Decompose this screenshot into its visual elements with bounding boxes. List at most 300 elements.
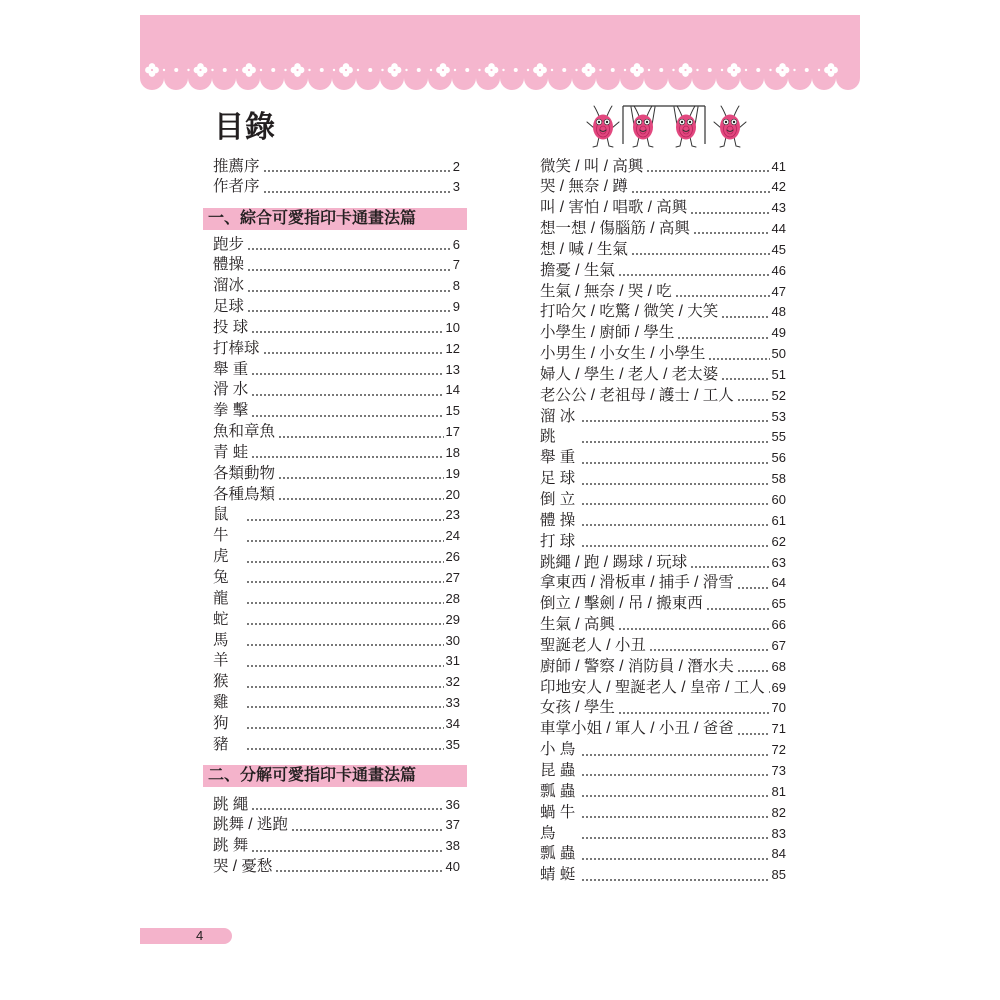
- dot-leader: [581, 858, 770, 860]
- toc-entry-page-number: 19: [445, 465, 460, 481]
- toc-entry-page-number: 35: [445, 736, 460, 752]
- dot-leader: [246, 727, 444, 729]
- toc-entry: [540, 615, 786, 636]
- dot-leader: [246, 540, 444, 542]
- dot-leader: [690, 212, 769, 214]
- toc-entry-label: 鳥: [540, 824, 556, 842]
- dot-leader: [251, 394, 443, 396]
- dot-leader: [275, 870, 443, 872]
- toc-entry-page-number: 55: [771, 429, 786, 445]
- toc-entry-page-number: 58: [771, 471, 786, 487]
- dot-leader: [581, 795, 770, 797]
- toc-entry: [540, 386, 786, 407]
- toc-entry: [540, 323, 786, 344]
- dot-leader: [737, 399, 770, 401]
- toc-entry-page-number: 15: [445, 403, 460, 419]
- toc-entry-page-number: 45: [771, 241, 786, 257]
- toc-entry-page-number: 52: [771, 387, 786, 403]
- toc-entry-label: 虎: [213, 548, 229, 566]
- toc-entry: [540, 177, 786, 198]
- banner-dot: [805, 68, 809, 72]
- toc-entry: [540, 782, 786, 803]
- dot-leader: [263, 191, 451, 193]
- banner-dot: [333, 69, 335, 71]
- toc-entry-page-number: 46: [771, 262, 786, 278]
- toc-entry: [213, 714, 460, 735]
- dot-leader: [247, 248, 451, 250]
- banner-dot: [187, 69, 189, 71]
- banner-dot: [174, 68, 178, 72]
- toc-entry-page-number: 62: [771, 533, 786, 549]
- dot-leader: [278, 436, 444, 438]
- toc-entry-page-number: 24: [445, 528, 460, 544]
- toc-entry-label: 兔: [213, 569, 229, 586]
- toc-entry: [540, 594, 786, 615]
- dot-leader: [581, 754, 770, 756]
- dot-leader: [247, 310, 451, 312]
- dot-leader: [631, 191, 770, 193]
- dot-leader: [690, 566, 769, 568]
- dot-leader: [708, 358, 769, 360]
- toc-entry-label: 想 / 喊 / 生氣: [540, 240, 628, 258]
- toc-entry: [213, 360, 460, 381]
- banner-dot: [672, 69, 674, 71]
- toc-entry: [540, 678, 786, 699]
- toc-entry-label: 哭 / 憂愁: [213, 858, 273, 876]
- toc-entry-page-number: 37: [445, 817, 460, 833]
- banner-scallop: [740, 66, 764, 90]
- dot-leader: [581, 545, 770, 547]
- toc-entry-label: 魚和章魚: [213, 423, 276, 441]
- toc-entry-page-number: 82: [771, 804, 786, 820]
- toc-entry: [540, 698, 786, 719]
- toc-entry-label: 溜冰: [213, 277, 245, 295]
- toc-entry-label: 體 操: [540, 511, 576, 529]
- dot-leader: [581, 879, 770, 881]
- toc-entry-page-number: 42: [771, 179, 786, 195]
- dot-leader: [581, 816, 770, 818]
- toc-entry-label: 蝸 牛: [540, 803, 576, 821]
- toc-entry: [540, 740, 786, 761]
- toc-entry-page-number: 81: [771, 783, 786, 799]
- dot-leader: [737, 670, 770, 672]
- toc-entry-page-number: 71: [771, 721, 786, 737]
- banner-dot: [745, 69, 747, 71]
- toc-entry: [540, 803, 786, 824]
- toc-entry-page-number: 44: [771, 221, 786, 237]
- banner-dot: [320, 68, 324, 72]
- toc-entry-page-number: 64: [771, 575, 786, 591]
- banner-dot: [465, 68, 469, 72]
- toc-entry-label: 鼠: [213, 506, 229, 524]
- toc-entry-label: 馬: [213, 631, 229, 649]
- toc-entry: [213, 339, 460, 360]
- banner-dot: [260, 69, 262, 71]
- toc-entry: [540, 240, 786, 261]
- toc-entry-page-number: 60: [771, 492, 786, 507]
- dot-leader: [246, 581, 444, 583]
- dot-leader: [706, 608, 770, 610]
- dot-leader: [251, 808, 443, 810]
- toc-entry-label: 聖誕老人 / 小丑: [540, 636, 646, 654]
- toc-entry-label: 瓢 蟲: [540, 845, 576, 863]
- toc-entry-page-number: 30: [445, 632, 460, 648]
- toc-entry: [213, 276, 460, 297]
- toc-entry-page-number: 51: [771, 366, 786, 382]
- dot-leader: [649, 649, 770, 651]
- toc-entry-page-number: 29: [445, 611, 460, 627]
- toc-entry-label: 足 球: [540, 470, 576, 488]
- banner-dot: [648, 69, 650, 71]
- toc-section-1: [213, 235, 460, 756]
- toc-entry: [540, 198, 786, 219]
- banner-dot: [430, 69, 432, 71]
- page-title: 目錄: [214, 111, 276, 144]
- toc-entry-page-number: 12: [445, 340, 460, 356]
- section-heading-1: 一、綜合可愛指印卡通畫法篇: [203, 208, 467, 230]
- dot-leader: [677, 337, 769, 339]
- toc-entry-label: 跳舞 / 逃跑: [213, 816, 288, 834]
- dot-leader: [618, 712, 770, 714]
- toc-entry: [213, 235, 460, 256]
- toc-entry-label: 龍: [213, 589, 229, 607]
- toc-entry-page-number: 26: [445, 549, 460, 565]
- toc-entry-page-number: 49: [771, 325, 786, 341]
- toc-entry-label: 作者序: [213, 178, 260, 196]
- toc-entry-label: 叫 / 害怕 / 唱歌 / 高興: [540, 199, 688, 217]
- toc-entry-label: 小 鳥: [540, 741, 576, 759]
- banner-dot: [527, 69, 529, 71]
- toc-entry-label: 各類動物: [213, 464, 276, 482]
- toc-entry: [213, 672, 460, 693]
- dot-leader: [278, 498, 444, 500]
- dot-leader: [646, 170, 769, 172]
- dot-leader: [618, 628, 770, 630]
- dot-leader: [246, 561, 444, 563]
- toc-entry: [213, 815, 460, 836]
- toc-entry-page-number: 34: [445, 715, 460, 731]
- dot-leader: [246, 748, 444, 750]
- toc-entry-page-number: 32: [445, 674, 460, 690]
- banner-scallop: [836, 66, 860, 90]
- banner-dot: [708, 68, 712, 72]
- toc-entry-page-number: 63: [771, 554, 786, 570]
- toc-entry-page-number: 67: [771, 637, 786, 653]
- toc-entry-page-number: 69: [771, 679, 786, 695]
- banner-dot: [599, 69, 601, 71]
- toc-entry: [213, 735, 460, 756]
- dot-leader: [251, 456, 443, 458]
- banner-dot: [624, 69, 626, 71]
- banner-scallop: [356, 66, 380, 90]
- banner-dot: [562, 68, 566, 72]
- toc-entry-page-number: 14: [445, 382, 460, 398]
- toc-entry: [213, 443, 460, 464]
- toc-front-matter: [213, 157, 460, 199]
- toc-entry-page-number: 72: [771, 742, 786, 758]
- toc-entry-page-number: 53: [771, 408, 786, 424]
- toc-entry: [540, 157, 786, 178]
- toc-entry-label: 印地安人 / 聖誕老人 / 皇帝 / 工人: [540, 678, 765, 696]
- dot-leader: [581, 503, 770, 505]
- banner-dot: [478, 69, 480, 71]
- toc-entry: [540, 407, 786, 428]
- toc-entry-label: 蜻 蜓: [540, 866, 576, 884]
- toc-entry-label: 打哈欠 / 吃驚 / 微笑 / 大笑: [540, 303, 719, 321]
- fingerprint-bugs-illustration: [583, 100, 753, 150]
- dot-leader: [675, 295, 770, 297]
- dot-leader: [263, 352, 444, 354]
- toc-entry: [213, 631, 460, 652]
- toc-entry-page-number: 10: [445, 319, 460, 335]
- toc-entry: [540, 511, 786, 532]
- toc-entry-label: 蛇: [213, 610, 229, 628]
- toc-entry: [213, 422, 460, 443]
- banner-dot: [659, 68, 663, 72]
- dot-leader: [246, 519, 444, 521]
- toc-entry-page-number: 73: [771, 762, 786, 778]
- toc-entry-label: 倒 立: [540, 491, 576, 508]
- banner-dot: [163, 69, 165, 71]
- toc-entry-label: 跳 舞: [213, 837, 249, 855]
- toc-entry-label: 跳: [540, 428, 556, 446]
- toc-entry-page-number: 28: [445, 590, 460, 606]
- toc-entry-label: 女孩 / 學生: [540, 699, 615, 717]
- toc-entry: [540, 344, 786, 365]
- toc-entry: [213, 464, 460, 485]
- toc-entry-label: 豬: [213, 735, 229, 753]
- toc-entry-page-number: 83: [771, 825, 786, 841]
- banner-dot: [696, 69, 698, 71]
- toc-entry-page-number: 8: [452, 278, 460, 294]
- toc-entry-label: 跳繩 / 跑 / 踢球 / 玩球: [540, 553, 688, 571]
- toc-entry-label: 微笑 / 叫 / 高興: [540, 157, 644, 175]
- toc-entry: [540, 532, 786, 553]
- toc-entry-page-number: 6: [452, 236, 460, 252]
- toc-entry-page-number: 40: [445, 859, 460, 875]
- toc-entry-page-number: 27: [445, 570, 460, 585]
- toc-entry: [540, 865, 786, 886]
- dot-leader: [581, 524, 770, 526]
- toc-entry-page-number: 2: [452, 158, 460, 174]
- dot-leader: [581, 837, 770, 839]
- toc-entry: [213, 157, 460, 178]
- banner-dot: [271, 68, 275, 72]
- toc-entry-label: 哭 / 無奈 / 蹲: [540, 178, 628, 196]
- toc-entry: [540, 490, 786, 511]
- toc-entry: [213, 526, 460, 547]
- toc-entry-label: 足球: [213, 298, 245, 316]
- dot-leader: [251, 415, 443, 417]
- toc-entry: [213, 380, 460, 401]
- toc-right-column: [540, 157, 786, 887]
- dot-leader: [737, 733, 770, 735]
- toc-entry-label: 打棒球: [213, 339, 260, 357]
- toc-entry-page-number: 43: [771, 200, 786, 216]
- banner-dot: [575, 69, 577, 71]
- toc-entry: [213, 795, 460, 816]
- toc-entry: [213, 401, 460, 422]
- toc-entry-label: 溜 冰: [540, 407, 576, 425]
- toc-entry-label: 小學生 / 廚師 / 學生: [540, 324, 675, 342]
- toc-entry: [213, 177, 460, 198]
- toc-entry: [213, 547, 460, 568]
- dot-leader: [581, 441, 770, 443]
- toc-entry: [540, 302, 786, 323]
- toc-entry-label: 滑 水: [213, 381, 249, 399]
- toc-entry-label: 打 球: [540, 532, 576, 550]
- toc-entry-label: 雞: [213, 694, 229, 712]
- dot-leader: [246, 665, 444, 667]
- toc-entry-page-number: 48: [771, 304, 786, 320]
- banner-dot: [818, 69, 820, 71]
- toc-entry: [540, 761, 786, 782]
- toc-entry: [540, 365, 786, 386]
- banner-dot: [793, 69, 795, 71]
- toc-entry-page-number: 41: [771, 158, 786, 174]
- fingerprint-bug-icon: [714, 106, 746, 147]
- toc-entry-page-number: 13: [445, 361, 460, 377]
- toc-entry: [213, 318, 460, 339]
- dot-leader: [581, 774, 770, 776]
- toc-entry-page-number: 56: [771, 450, 786, 466]
- toc-entry-page-number: 47: [771, 283, 786, 299]
- banner-dot: [721, 69, 723, 71]
- toc-entry-label: 投 球: [213, 318, 249, 336]
- fingerprint-bug-icon: [674, 106, 698, 147]
- toc-entry: [540, 261, 786, 282]
- toc-entry-label: 拳 擊: [213, 402, 249, 420]
- toc-entry: [540, 657, 786, 678]
- toc-entry-page-number: 9: [452, 299, 460, 315]
- toc-entry-label: 跑步: [213, 235, 245, 253]
- banner-dot: [381, 69, 383, 71]
- dot-leader: [721, 316, 769, 318]
- toc-entry: [540, 282, 786, 303]
- toc-entry: [540, 824, 786, 845]
- toc-entry-page-number: 36: [445, 796, 460, 812]
- dot-leader: [278, 477, 444, 479]
- toc-entry: [213, 568, 460, 589]
- dot-leader: [618, 274, 770, 276]
- toc-entry-label: 車掌小姐 / 軍人 / 小丑 / 爸爸: [540, 720, 734, 738]
- toc-entry-page-number: 38: [445, 838, 460, 854]
- dot-leader: [247, 290, 451, 292]
- toc-entry-label: 舉 重: [213, 360, 249, 378]
- dot-leader: [246, 686, 444, 688]
- dot-leader: [581, 483, 770, 485]
- toc-entry-page-number: 68: [771, 658, 786, 674]
- toc-entry: [540, 636, 786, 657]
- section-heading-2: 二、分解可愛指印卡通畫法篇: [203, 765, 467, 787]
- toc-entry: [540, 719, 786, 740]
- banner-dot: [223, 68, 227, 72]
- toc-entry-page-number: 61: [771, 512, 786, 528]
- dot-leader: [291, 829, 444, 831]
- toc-section-2: [213, 795, 460, 878]
- toc-entry: [213, 693, 460, 714]
- fingerprint-bug-icon: [631, 106, 655, 147]
- toc-entry: [540, 844, 786, 865]
- toc-entry: [213, 610, 460, 631]
- toc-entry-page-number: 18: [445, 444, 460, 460]
- toc-entry-label: 老公公 / 老祖母 / 護士 / 工人: [540, 386, 734, 404]
- toc-entry-label: 拿東西 / 滑板車 / 捕手 / 滑雪: [540, 574, 734, 592]
- banner-dot: [417, 68, 421, 72]
- dot-leader: [768, 691, 770, 693]
- dot-leader: [251, 850, 443, 852]
- banner-scallop: [692, 66, 716, 90]
- toc-entry-label: 生氣 / 無奈 / 哭 / 吃: [540, 282, 672, 300]
- toc-entry-page-number: 17: [445, 424, 460, 440]
- toc-entry-label: 青 蛙: [213, 443, 249, 461]
- dot-leader: [737, 587, 770, 589]
- toc-entry-label: 瓢 蟲: [540, 782, 576, 800]
- banner-dot: [454, 69, 456, 71]
- footer-page-tab: [140, 928, 232, 944]
- toc-entry-label: 跳 繩: [213, 795, 249, 813]
- toc-entry-label: 倒立 / 擊劍 / 吊 / 搬東西: [540, 595, 703, 613]
- banner-dot: [236, 69, 238, 71]
- banner-scallop: [644, 66, 668, 90]
- dot-leader: [693, 232, 770, 234]
- dot-leader: [631, 253, 770, 255]
- dot-leader: [246, 602, 444, 604]
- toc-entry: [540, 448, 786, 469]
- banner-dot: [756, 68, 760, 72]
- toc-entry: [213, 857, 460, 878]
- toc-entry-label: 小男生 / 小女生 / 小學生: [540, 345, 706, 363]
- banner-dot: [502, 69, 504, 71]
- toc-entry-label: 牛: [213, 527, 229, 545]
- toc-entry-label: 推薦序: [213, 157, 260, 175]
- toc-entry: [213, 836, 460, 857]
- toc-entry: [213, 297, 460, 318]
- footer-page-number: 4: [196, 928, 204, 943]
- banner-dot: [514, 68, 518, 72]
- toc-entry-page-number: 70: [771, 700, 786, 716]
- toc-entry: [213, 651, 460, 672]
- banner-dot: [357, 69, 359, 71]
- toc-entry-label: 婦人 / 學生 / 老人 / 老太婆: [540, 365, 719, 383]
- banner-dot: [368, 68, 372, 72]
- dot-leader: [251, 331, 443, 333]
- banner-dot: [551, 69, 553, 71]
- toc-entry-label: 各種鳥類: [213, 485, 276, 503]
- toc-entry: [540, 553, 786, 574]
- toc-entry-page-number: 66: [771, 617, 786, 633]
- toc-entry-page-number: 65: [771, 596, 786, 612]
- toc-entry-page-number: 31: [445, 653, 460, 669]
- dot-leader: [263, 170, 451, 172]
- banner-dot: [611, 68, 615, 72]
- dot-leader: [246, 706, 444, 708]
- toc-entry-page-number: 7: [452, 257, 460, 273]
- toc-entry: [540, 573, 786, 594]
- toc-entry-label: 羊: [213, 652, 229, 670]
- toc-entry-label: 擔憂 / 生氣: [540, 261, 615, 279]
- toc-entry: [213, 255, 460, 276]
- toc-entry-label: 想一想 / 傷腦筋 / 高興: [540, 220, 690, 238]
- toc-entry-page-number: 33: [445, 695, 460, 711]
- toc-entry: [213, 589, 460, 610]
- dot-leader: [251, 373, 443, 375]
- toc-entry-label: 體操: [213, 256, 245, 274]
- toc-entry: [540, 427, 786, 448]
- banner-dot: [308, 69, 310, 71]
- banner-dot: [211, 69, 213, 71]
- toc-entry: [540, 219, 786, 240]
